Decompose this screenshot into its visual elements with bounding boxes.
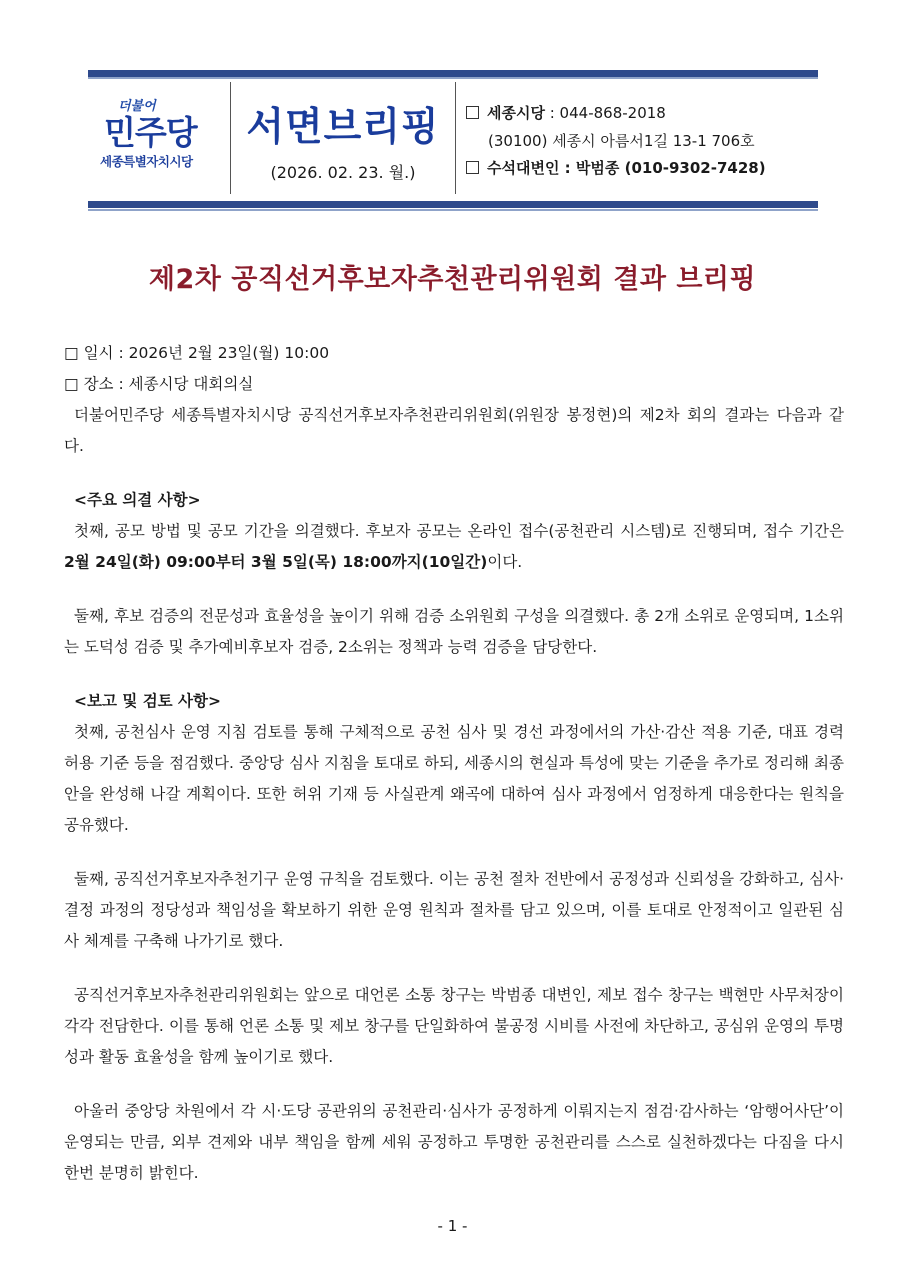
party-logo — [100, 95, 225, 185]
logo-small-text: 더불어 — [118, 99, 156, 114]
contact-spokesperson — [466, 157, 766, 178]
checkbox-icon — [466, 161, 479, 174]
meta-place: □ 장소 : 세종시당 대회의실 — [64, 375, 254, 393]
logo-party-name: 민주당 — [104, 113, 197, 152]
contact-org-label: 세종시당 — [487, 104, 545, 122]
document-headline: 제2차 공직선거후보자추천관리위원회 결과 브리핑 — [148, 264, 757, 295]
header-divider — [230, 82, 231, 194]
contact-address: (30100) 세종시 아름서1길 13-1 706호 — [488, 132, 755, 150]
document-body — [64, 338, 844, 1189]
logo-branch-name: 세종특별자치시당 — [100, 154, 193, 169]
spokesperson-text: 수석대변인 : 박범종 (010-9302-7428) — [487, 159, 766, 177]
closing-paragraph-2: 아울러 중앙당 차원에서 각 시·도당 공관위의 공천관리·심사가 공정하게 이뤄지는지 점검·감사하는 ‘암행어사단’이 운영되는 만큼, 외부 견제와 내부 책임을 함께 세워 공정하고 투명한 공천관리를 스스로 실천하겠다는 다짐을 다시 한번 분명히 밝힌다. — [64, 1102, 844, 1182]
contact-org — [466, 102, 666, 123]
contact-phone: : 044-868-2018 — [544, 104, 666, 122]
report-paragraph-2: 둘째, 공직선거후보자추천기구 운영 규칙을 검토했다. 이는 공천 절차 전반에서 공정성과 신뢰성을 강화하고, 심사·결정 과정의 정당성과 책임성을 확보하기 위한 운영 원칙과 절차를 담고 있으며, 이를 토대로 안정적이고 일관된 심사 체계를 구축해 나가기로 했다. — [64, 870, 844, 950]
intro-paragraph: 더불어민주당 세종특별자치시당 공직선거후보자추천관리위원회(위원장 봉정현)의 제2차 회의 결과는 다음과 같다. — [64, 406, 844, 455]
resolution-text: 첫째, 공모 방법 및 공모 기간을 의결했다. 후보자 공모는 온라인 접수(공천관리 시스템)로 진행되며, 접수 기간은 — [74, 522, 844, 540]
section-heading-reports: <보고 및 검토 사항> — [74, 692, 221, 710]
application-period: 2월 24일(화) 09:00부터 3월 5일(목) 18:00까지(10일간) — [64, 553, 488, 571]
header-bottom-rule — [88, 201, 818, 208]
briefing-title: 서면브리핑 — [246, 105, 440, 150]
checkbox-icon — [466, 106, 479, 119]
header-top-rule — [88, 70, 818, 77]
section-heading-resolutions: <주요 의결 사항> — [74, 491, 201, 509]
meta-datetime: □ 일시 : 2026년 2월 23일(월) 10:00 — [64, 344, 330, 362]
resolution-paragraph-1 — [64, 516, 844, 578]
briefing-date: (2026. 02. 23. 월.) — [270, 163, 416, 182]
closing-paragraph-1: 공직선거후보자추천관리위원회는 앞으로 대언론 소통 창구는 박범종 대변인, 제보 접수 창구는 백현만 사무처장이 각각 전담한다. 이를 통해 언론 소통 및 제보 창구를 단일화하여 불공정 시비를 사전에 차단하고, 공심위 운영의 투명성과 활동 효율성을 함께 높이기로 했다. — [64, 986, 844, 1066]
resolution-paragraph-2: 둘째, 후보 검증의 전문성과 효율성을 높이기 위해 검증 소위원회 구성을 의결했다. 총 2개 소위로 운영되며, 1소위는 도덕성 검증 및 추가예비후보자 검증, 2소위는 정책과 능력 검증을 담당한다. — [64, 607, 844, 656]
page-number: - 1 - — [437, 1217, 468, 1235]
header-divider — [455, 82, 456, 194]
report-paragraph-1: 첫째, 공천심사 운영 지침 검토를 통해 구체적으로 공천 심사 및 경선 과정에서의 가산·감산 적용 기준, 대표 경력 허용 기준 등을 점검했다. 중앙당 심사 지침을 토대로 하되, 세종시의 현실과 특성에 맞는 기준을 추가로 정리해 최종안을 완성해 나갈 계획이다. 또한 허위 기재 등 사실관계 왜곡에 대하여 심사 과정에서 엄정하게 대응한다는 원칙을 공유했다. — [64, 723, 844, 834]
resolution-text-end: 이다. — [487, 553, 523, 571]
